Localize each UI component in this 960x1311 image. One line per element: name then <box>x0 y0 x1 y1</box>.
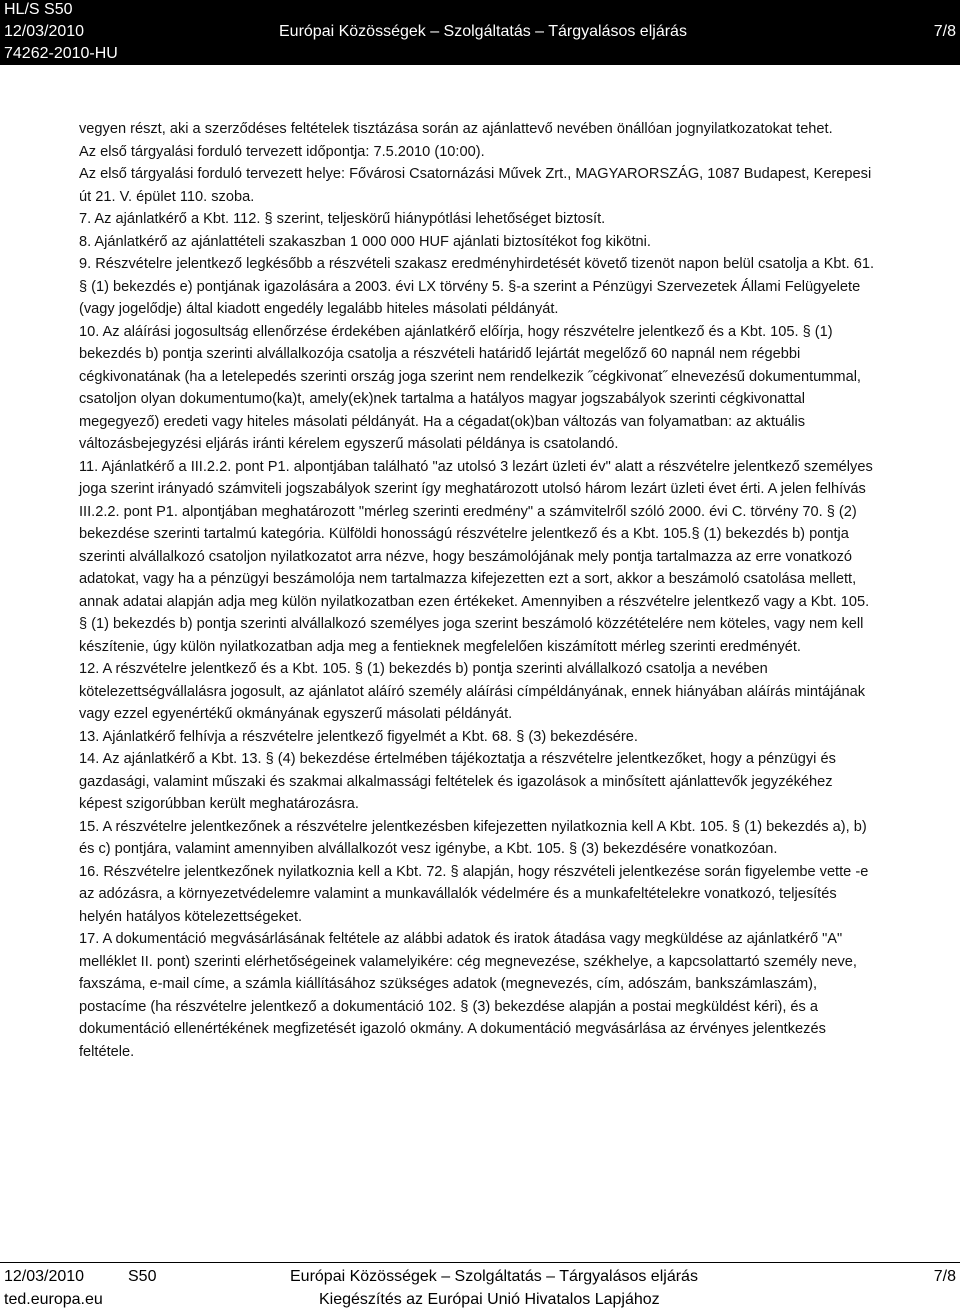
paragraph: 12. A részvételre jelentkező és a Kbt. 105. § (1) bekezdés b) pontja szerinti alvállalkozó csatolja a nevében kötelezettségvállalásra jogosult, az ajánlatot aláíró személy aláírási címpéldányának, ennek hiányában aláírás mintájának vagy ezzel egyenértékű okmányának egyszerű másolati példányát. <box>79 661 866 722</box>
footer-title: Európai Közösségek – Szolgáltatás – Tárgyalásos eljárás <box>290 1268 698 1285</box>
paragraph: 11. Ajánlatkérő a III.2.2. pont P1. alpontjában található "az utolsó 3 lezárt üzleti év" alatt a részvételre jelentkező személyes joga szerint irányadó számviteli jogszabályok szerint így meghatározott utolsó három lezárt üzleti évet érti. A jelen felhívás III.2.2. pont P1. alpontjában meghatározott "mérleg szerinti eredmény" a számvitelről szóló 2000. évi C. törvény 70. § (2) bekezdése szerinti tartalmú kategória. Külföldi honosságú részvételre jelentkező és a Kbt. 105.§ (1) bekezdés b) pontja szerinti alvállalkozó csatoljon nyilatkozatot arra nézve, hogy beszámolójának mely pontja tartalmazza az erre vonatkozó adatokat, vagy ha a pénzügyi beszámolója nem tartalmazza kifejezetten ezt a sort, akkor a beszámoló csatolása mellett, annak adatai alapján adja meg külön nyilatkozatban ezen értékeket. Amennyiben a részvételre jelentkező vagy a Kbt. 105. § (1) bekezdés b) pontja szerinti alvállalkozó személyes joga szerint beszámoló közzétételére nem köteles, vagy nem kell készítenie, úgy külön nyilatkozatban adja meg a fentieknek megfelelően kiszámított mérleg szerinti eredményét. <box>79 458 873 655</box>
paragraph: Az első tárgyalási forduló tervezett időpontja: 7.5.2010 (10:00). <box>79 143 485 160</box>
header-notice-id: 74262-2010-HU <box>4 45 118 62</box>
footer-series: S50 <box>128 1268 157 1285</box>
page-header <box>0 0 960 65</box>
header-series: HL/S S50 <box>4 1 73 18</box>
footer-page-number: 7/8 <box>933 1268 956 1285</box>
header-date: 12/03/2010 <box>4 23 85 40</box>
paragraph: 17. A dokumentáció megvásárlásának feltétele az alábbi adatok és iratok átadása vagy megküldése az ajánlatkérő "A" melléklet II. pont) szerinti elérhetőségeinek valamelyikére: cég megnevezése, székhelye, a kapcsolattartó személy neve, faxszáma, e-mail címe, a számla kiállításához szükséges adatok (megnevezés, cím, adószám, bankszámlaszám), postacíme (ha részvételre jelentkező a dokumentáció 102. § (3) bekezdése alapján a postai megküldést kéri), és a dokumentáció ellenértékének megfizetését igazoló okmány. A dokumentáció megvásárlása az érvényes jelentkezés feltétele. <box>79 931 857 1060</box>
paragraph: 16. Részvételre jelentkezőnek nyilatkoznia kell a Kbt. 72. § alapján, hogy részvételi jelentkezése során figyelembe vette -e az adózásra, a környezetvédelemre valamint a munkavállalók védelmére és a munkafeltételekre vonatkozó, teljesítés helyén hatályos kötelezettségeket. <box>79 863 869 925</box>
paragraph: 13. Ajánlatkérő felhívja a részvételre jelentkező figyelmét a Kbt. 68. § (3) bekezdésére. <box>79 728 638 745</box>
paragraph: Az első tárgyalási forduló tervezett helye: Fővárosi Csatornázási Művek Zrt., MAGYARORSZÁG, 1087 Budapest, Kerepesi út 21. V. épület 110. szoba. <box>79 166 872 205</box>
paragraph: 14. Az ajánlatkérő a Kbt. 13. § (4) bekezdése értelmében tájékoztatja a részvételre jelentkezőket, hogy a pénzügyi és gazdasági, valamint műszaki és szakmai alkalmassági feltételek és igazolások a minősített ajánlattevők jegyzékéhez képest szigorúbban került meghatározásra. <box>79 751 836 812</box>
footer-publisher: Kiegészítés az Európai Unió Hivatalos Lapjához <box>319 1291 660 1308</box>
header-page-number: 7/8 <box>933 23 956 40</box>
paragraph: 15. A részvételre jelentkezőnek a részvételre jelentkezésben kifejezetten nyilatkoznia kell A Kbt. 105. § (1) bekezdés a), b) és c) pontjára, valamint amennyiben alvállalkozót vesz igénybe, a Kbt. 105. § (3) bekezdésére vonatkozóan. <box>79 818 867 857</box>
footer-date: 12/03/2010 <box>4 1268 85 1285</box>
page-footer <box>0 1262 960 1311</box>
paragraph: 8. Ajánlatkérő az ajánlattételi szakaszban 1 000 000 HUF ajánlati biztosítékot fog kikötni. <box>79 233 651 250</box>
paragraph: 7. Az ajánlatkérő a Kbt. 112. § szerint, teljeskörű hiánypótlási lehetőséget biztosít. <box>79 211 606 227</box>
header-title: Európai Közösségek – Szolgáltatás – Tárgyalásos eljárás <box>279 23 687 40</box>
paragraph: 9. Részvételre jelentkező legkésőbb a részvételi szakasz eredményhirdetését követő tizenöt napon belül csatolja a Kbt. 61. § (1) bekezdés e) pontjának igazolására a 2003. évi LX törvény 5. §-a szerint a Pénzügyi Szervezetek Állami Felügyelete (vagy jogelődje) által kiadott engedély legalább hiteles másolati példányát. <box>79 256 875 317</box>
footer-site-link[interactable]: ted.europa.eu <box>4 1291 103 1308</box>
document-body <box>79 118 879 1063</box>
paragraph: vegyen részt, aki a szerződéses feltételek tisztázása során az ajánlattevő nevében önállóan jognyilatkozatokat tehet. <box>79 121 833 137</box>
paragraph: 10. Az aláírási jogosultság ellenőrzése érdekében ajánlatkérő előírja, hogy részvételre jelentkező és a Kbt. 105. § (1) bekezdés b) pontja szerinti alvállalkozója csatolja a részvételi határidő lejártát megelőző 60 napnál nem régebbi cégkivonatának (ha a letelepedés szerinti ország joga szerint nem rendelkezik ˝cégkivonat˝ elnevezésű dokumentummal, csatoljon olyan dokumentumo(ka)t, amely(ek)nek tartalma a hatályos magyar jogszabályok szerinti cégkivonattal megegyező) eredeti vagy hiteles másolati példányát. Ha a cégadat(ok)ban változás van folyamatban: az aktuális változásbejegyzési eljárás iránti kérelem egyszerű másolati példánya is csatolandó. <box>79 323 861 452</box>
